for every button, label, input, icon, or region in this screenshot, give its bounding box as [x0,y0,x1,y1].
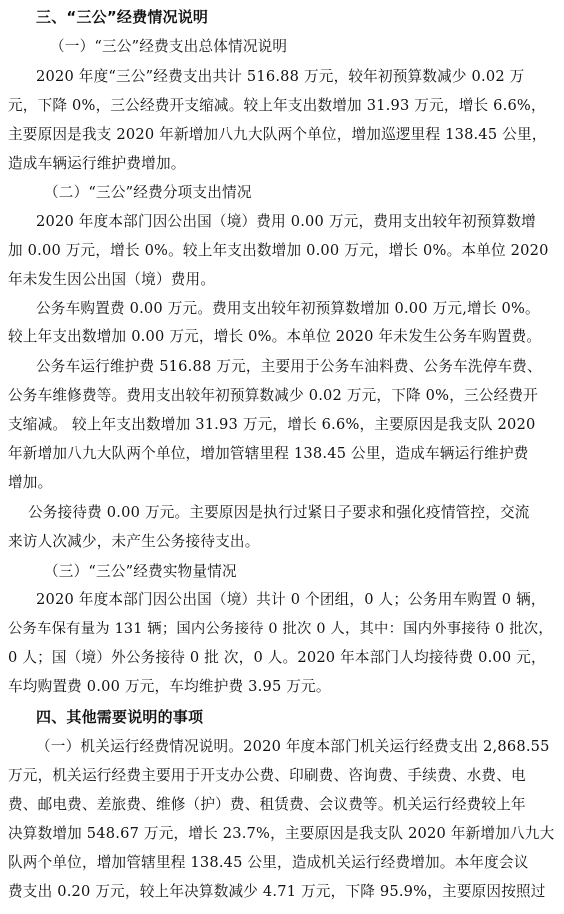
paragraph-line: 公务车购置费 0.00 万元。费用支出较年初预算数增加 0.00 万元,增长 0%。 [36,300,540,317]
paragraph-line: 主要原因是我支 2020 年新增加八九大队两个单位，增加巡逻里程 138.45 公里， [8,126,547,143]
paragraph-line: 公务车维修费等。费用支出较年初预算数减少 0.02 万元，下降 0%，三公经费开 [8,387,538,404]
paragraph-line: 万元，机关运行经费主要用于开支办公费、印刷费、咨询费、手续费、水费、电 [8,767,526,784]
paragraph-line: 公务车运行维护费 516.88 万元，主要用于公务车油料费、公务车洗停车费、 [36,358,542,375]
paragraph-line: 造成车辆运行维护费增加。 [8,155,186,172]
paragraph-line: 2020 年度“三公”经费支出共计 516.88 万元，较年初预算数减少 0.02 万 [36,68,525,85]
paragraph-line: （一）机关运行经费情况说明。2020 年度本部门机关运行经费支出 2,868.55 [36,738,550,755]
paragraph-line: 元，下降 0%，三公经费开支缩减。较上年支出数增加 31.93 万元，增长 6.6%， [8,97,546,114]
paragraph-line: 2020 年度本部门因公出国（境）费用 0.00 万元，费用支出较年初预算数增 [36,213,536,230]
paragraph-line: 决算数增加 548.67 万元，增长 23.7%，主要原因是我支队 2020 年新增加八九大 [8,825,555,842]
paragraph-line: 车均购置费 0.00 万元，车均维护费 3.95 万元。 [8,678,331,695]
paragraph-line: 支缩减。 较上年支出数增加 31.93 万元，增长 6.6%，主要原因是我支队 2020 [8,416,536,433]
paragraph-line: 年未发生因公出国（境）费用。 [8,271,216,288]
paragraph-line: 队两个单位，增加管辖里程 138.45 公里，造成机关运行经费增加。本年度会议 [8,854,529,871]
paragraph-line: 年新增加八九大队两个单位，增加管辖里程 138.45 公里，造成车辆运行维护费 [8,445,529,462]
paragraph-line: 费、邮电费、差旅费、维修（护）费、租赁费、会议费等。机关运行经费较上年 [8,796,526,813]
paragraph-line: 加 0.00 万元，增长 0%。较上年支出数增加 0.00 万元，增长 0%。本单位 2020 [8,242,549,259]
subsection-heading-items: （二）“三公”经费分项支出情况 [44,184,252,201]
paragraph-line: 费支出 0.20 万元，较上年决算数减少 4.71 万元，下降 95.9%，主要原因按照过 [8,883,546,900]
paragraph-line: 来访人次减少，未产生公务接待支出。 [8,533,260,550]
paragraph-line: 较上年支出数增加 0.00 万元，增长 0%。本单位 2020 年未发生公务车购置费。 [8,328,542,345]
subsection-heading-overall: （一）“三公”经费支出总体情况说明 [50,38,288,55]
paragraph-line: 公务车保有量为 131 辆；国内公务接待 0 批次 0 人，其中：国内外事接待 0 批次， [8,621,553,637]
section-heading-four: 四、其他需要说明的事项 [36,708,204,726]
paragraph-line: 公务接待费 0.00 万元。主要原因是执行过紧日子要求和强化疫情管控，交流 [28,504,530,521]
paragraph-line: 增加。 [8,474,53,491]
paragraph-line: 0 人；国（境）外公务接待 0 批 次，0 人。2020 年本部门人均接待费 0.00 元， [8,649,546,666]
section-heading-three: 三、“三公”经费情况说明 [36,8,209,26]
subsection-heading-physical: （三）“三公”经费实物量情况 [44,563,237,580]
paragraph-line: 2020 年度本部门因公出国（境）共计 0 个团组，0 人；公务用车购置 0 辆， [36,591,546,608]
